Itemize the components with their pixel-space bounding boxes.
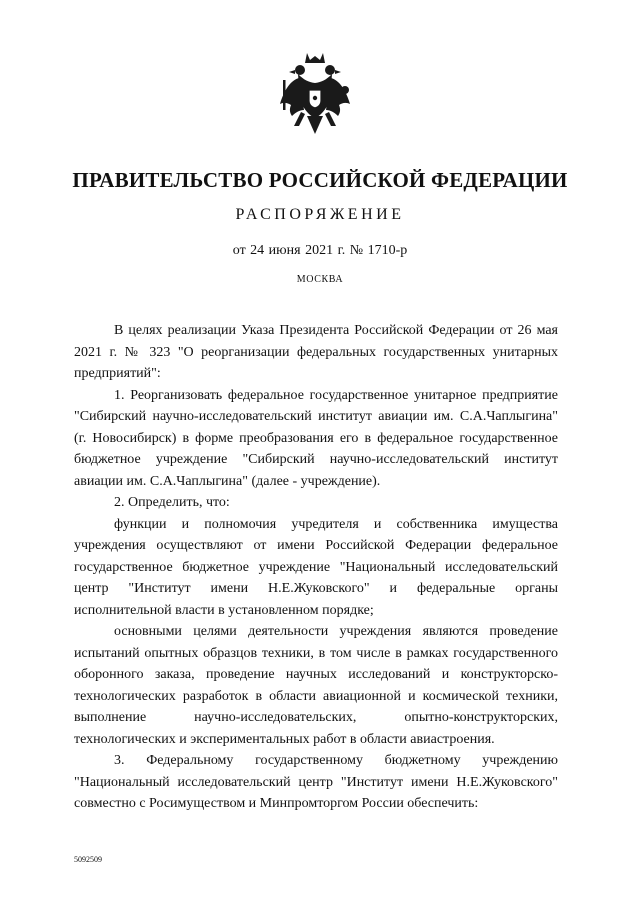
paragraph-functions: функции и полномочия учредителя и собственника имущества учреждения осуществляют от имени Российской Федерации федеральное государственное бюджетное учреждение "Национальный исследовательский центр "Институт имени Н.Е.Жуковского" и федеральные органы исполнительной власти в установленном порядке; bbox=[74, 516, 558, 618]
paragraph-item-3: 3. Федеральному государственному бюджетному учреждению "Национальный исследовательский центр "Институт имени Н.Е.Жуковского" совместно с Росимуществом и Минпромторгом России обеспечить: bbox=[74, 753, 558, 811]
document-body bbox=[74, 320, 558, 815]
date-and-number: от 24 июня 2021 г. № 1710-р bbox=[232, 243, 408, 258]
document-type: РАСПОРЯЖЕНИЕ bbox=[235, 206, 405, 223]
paragraph-item-1: 1. Реорганизовать федеральное государственное унитарное предприятие "Сибирский научно-исследовательский институт авиации им. С.А.Чаплыгина" (г. Новосибирск) в форме преобразования его в федеральное государственное бюджетное учреждение "Сибирский научно-исследовательский институт авиации им. С.А.Чаплыгина" (далее - учреждение). bbox=[74, 387, 558, 489]
coat-of-arms-icon bbox=[274, 50, 356, 148]
paragraph-goals: основными целями деятельности учреждения являются проведение испытаний опытных образцов техники, в том числе в рамках государственного оборонного заказа, проведение научных исследований и конструкторско-технологических разработок в области авиационной и космической техники, выполнение научно-исследовательских, опытно-конструкторских, технологических и экспериментальных работ в области авиастроения. bbox=[74, 624, 558, 747]
paragraph-item-2: 2. Определить, что: bbox=[114, 495, 230, 510]
city: МОСКВА bbox=[296, 274, 344, 285]
government-title: ПРАВИТЕЛЬСТВО РОССИЙСКОЙ ФЕДЕРАЦИИ bbox=[72, 168, 568, 192]
document-code: 5092509 bbox=[74, 855, 102, 864]
paragraph-preamble: В целях реализации Указа Президента Российской Федерации от 26 мая 2021 г. № 323 "О реорганизации федеральных государственных унитарных предприятий": bbox=[74, 323, 558, 381]
